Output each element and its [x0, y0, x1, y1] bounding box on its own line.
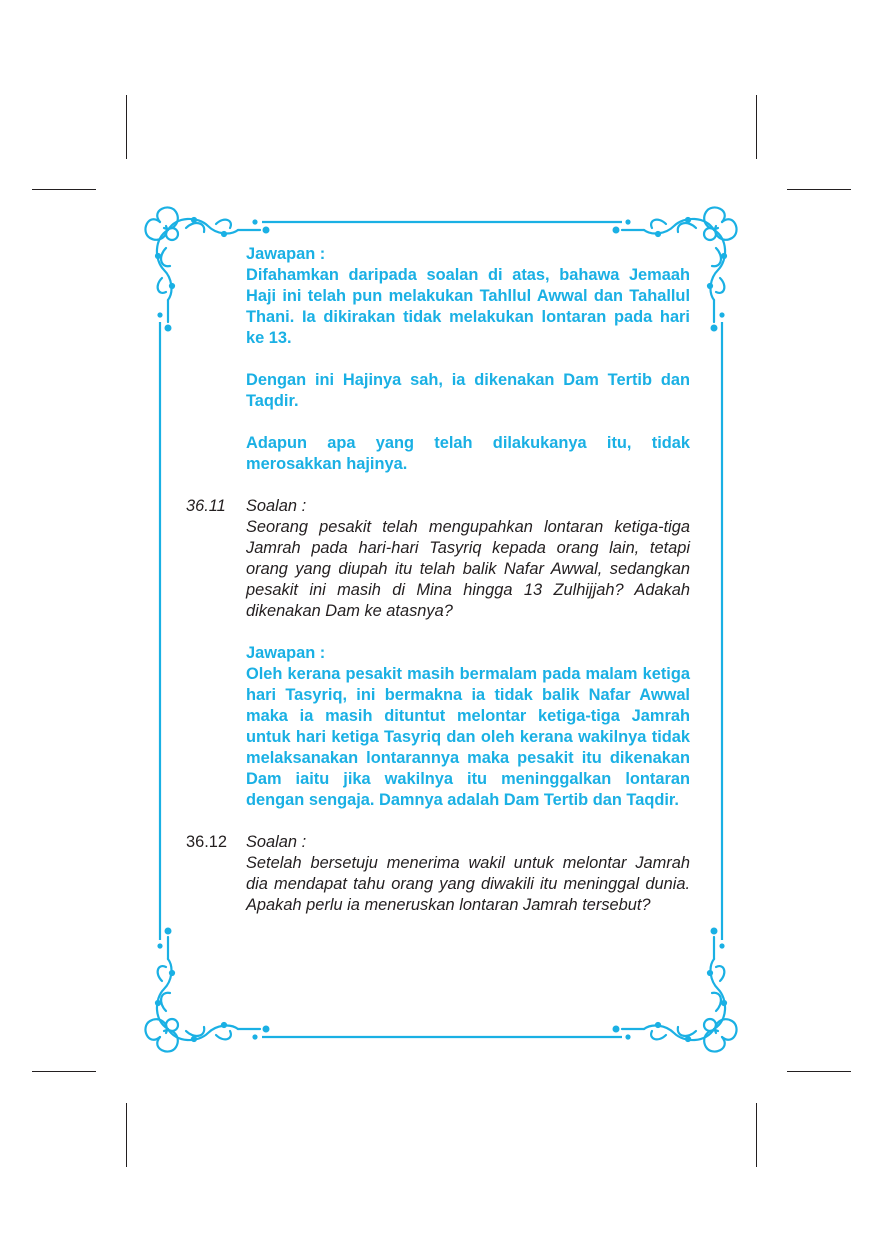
- question-text: Setelah bersetuju menerima wakil untuk melontar Jamrah dia mendapat tahu orang yang diwakili itu meninggal dunia. Apakah perlu ia meneruskan lontaran Jamrah tersebut?: [246, 854, 690, 914]
- question-36-12: [186, 832, 690, 916]
- answer-paragraph: Dengan ini Hajinya sah, ia dikenakan Dam Tertib dan Taqdir.: [246, 371, 690, 410]
- answer-text: Oleh kerana pesakit masih bermalam pada malam ketiga hari Tasyriq, ini bermakna ia tidak balik Nafar Awwal maka ia masih dituntut melontar ketiga-tiga Jamrah untuk hari ketiga Tasyriq dan oleh kerana wakilnya tidak melaksanakan lontarannya maka pesakit itu dikenakan Dam iaitu jika wakilnya itu meninggalkan lontaran dengan sengaja. Damnya adalah Dam Tertib dan Taqdir.: [246, 665, 690, 809]
- corner-ornament-bottom-right: [614, 929, 737, 1052]
- question-number: 36.12: [186, 833, 228, 851]
- question-label: Soalan :: [246, 833, 307, 851]
- answer-paragraph: Adapun apa yang telah dilakukanya itu, tidak merosakkan hajinya.: [246, 434, 690, 473]
- question-text: Seorang pesakit telah mengupahkan lontaran ketiga-tiga Jamrah pada hari-hari Tasyriq kepada orang lain, tetapi orang yang diupah itu telah balik Nafar Awwal, sedangkan pesakit ini masih di Mina hingga 13 Zulhijjah? Adakah dikenakan Dam ke atasnya?: [246, 518, 690, 620]
- question-label: Soalan :: [246, 497, 307, 515]
- answer-heading: Jawapan :: [246, 644, 326, 662]
- answer-paragraph: Difahamkan daripada soalan di atas, bahawa Jemaah Haji ini telah pun melakukan Tahllul Awwal dan Tahallul Thani. Ia dikirakan tidak melakukan lontaran pada hari ke 13.: [246, 266, 690, 347]
- corner-ornament-bottom-left: [145, 929, 268, 1052]
- question-36-11: [186, 496, 690, 811]
- answer-block-1: [246, 244, 690, 475]
- answer-heading: Jawapan :: [246, 245, 326, 263]
- page-content: [186, 244, 690, 916]
- question-number: 36.11: [186, 497, 226, 515]
